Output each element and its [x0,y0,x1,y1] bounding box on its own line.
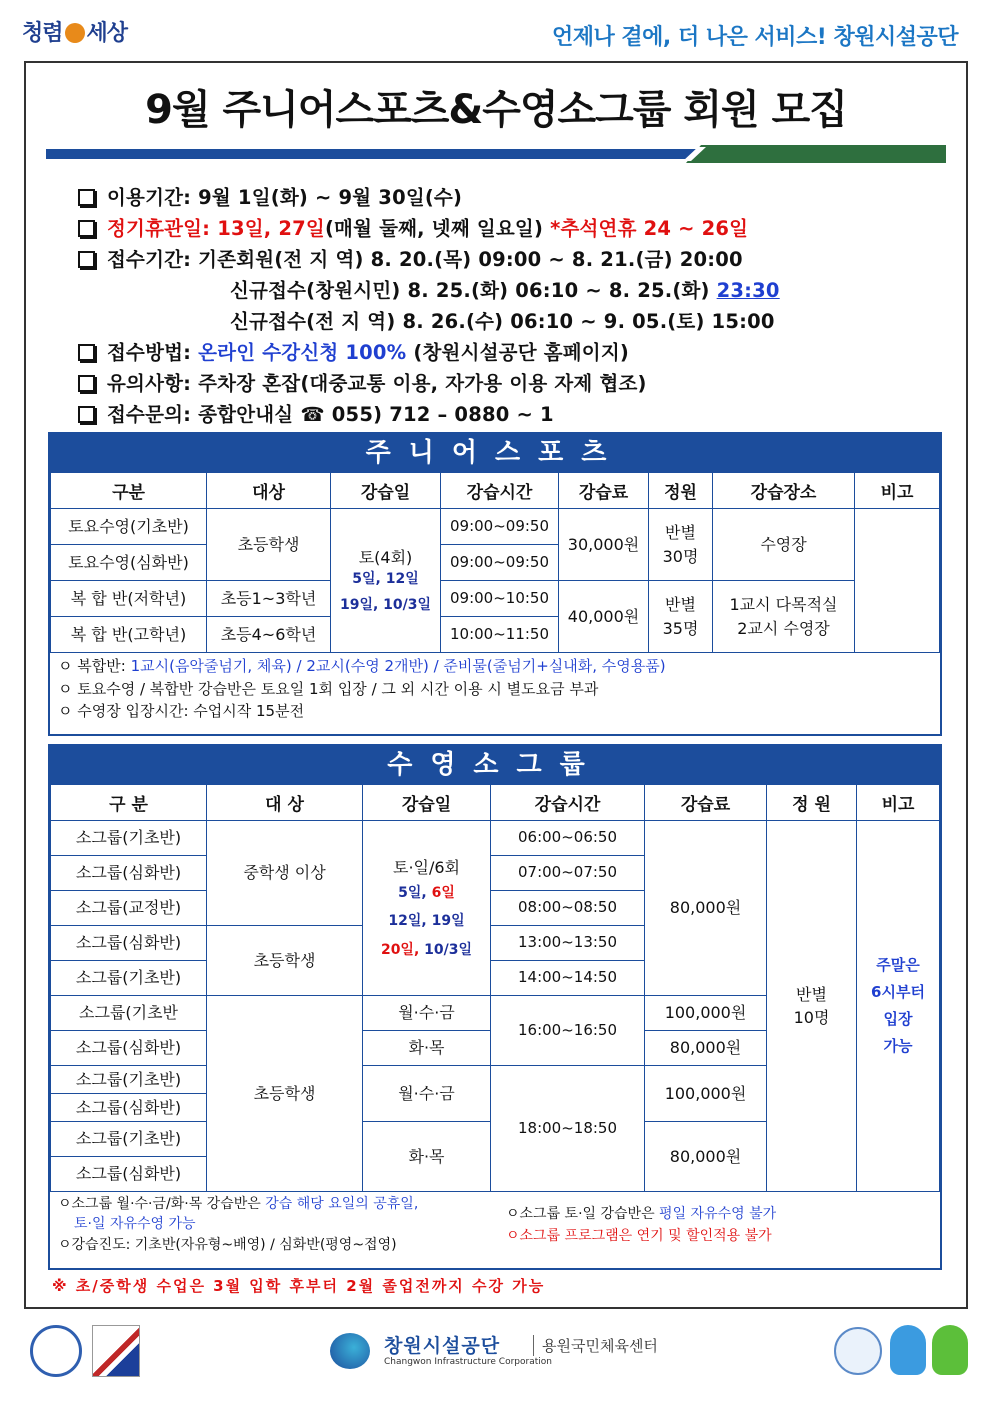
table-row: 소그룹(기초반) 중학생 이상 토·일/6회 5일, 6일 12일, 19일 20일, 10/3일 06:00~06:50 80,000원 반별 10명 주말은 6시부터 입장 가능 [51,821,940,856]
info-registration-new-citizen: 신규접수(창원시민) 8. 25.(화) 06:10 ~ 8. 25.(화) 23:30 [230,279,780,302]
junior-sports-section [48,432,942,736]
mascot-green-icon [932,1325,968,1375]
checkbox-icon [78,189,95,206]
swim-notes: ㅇ소그룹 월·수·금/화·목 강습반은 강습 해당 요일의 공휴일, 토·일 자유수영 가능 ㅇ강습진도: 기초반(자유형~배영) / 심화반(평영~접영) ㅇ소그룹 토·일 강습반은 평일 자유수영 불가 ㅇ소그룹 프로그램은 연기 및 할인적용 불가 [58,1196,777,1253]
swim-remark: 주말은 6시부터 입장 가능 [857,821,940,1192]
swim-small-group-table [50,784,940,1192]
checkbox-icon [78,406,95,423]
swim-small-group-heading: 수영소그룹 [50,746,940,784]
footer-warning: ※ 초/중학생 수업은 3월 입학 후부터 2월 졸업전까지 수강 가능 [52,1277,546,1295]
top-bar [0,0,992,60]
info-period: 이용기간: 9월 1일(화) ~ 9월 30일(수) [78,182,462,212]
junior-class-days: 토(4회) 5일, 12일 19일, 10/3일 [331,509,441,653]
org-logo-mark-icon [330,1333,370,1369]
swim-small-group-section [48,744,942,1270]
table-row: 토요수영(심화반) 09:00~09:50 [51,545,940,581]
table-header-row: 구 분 대 상 강습일 강습시간 강습료 정 원 비고 [51,785,940,821]
info-method: 접수방법: 온라인 수강신청 100% (창원시설공단 홈페이지) [78,337,629,367]
info-registration-new-all: 신규접수(전 지 역) 8. 26.(수) 06:10 ~ 9. 05.(토) 15:00 [230,310,775,333]
mascot-blue-icon [890,1325,926,1375]
table-row: 소그룹(심화반) [51,1157,940,1192]
human-rights-emblem-icon [30,1325,82,1377]
checkbox-icon [78,344,95,361]
table-row: 소그룹(기초반) 월·수·금 18:00~18:50 100,000원 [51,1066,940,1094]
title-underline-bar [46,145,946,163]
info-notice: 유의사항: 주차장 혼잡(대중교통 이용, 자가용 이용 자제 협조) [78,368,647,398]
slogan: 언제나 곁에, 더 나은 서비스! 창원시설공단 [552,25,958,50]
table-row: 복 합 반(저학년) 초등1~3학년 09:00~10:50 40,000원 반별 35명 1교시 다목적실 2교시 수영장 [51,581,940,617]
table-row: 토요수영(기초반) 초등학생 토(4회) 5일, 12일 19일, 10/3일 09:00~09:50 30,000원 반별 30명 수영장 [51,509,940,545]
junior-sports-table [50,472,940,653]
table-row: 소그룹(교정반) 08:00~08:50 [51,891,940,926]
table-row: 복 합 반(고학년) 초등4~6학년 10:00~11:50 [51,617,940,653]
swim-weekend-days: 토·일/6회 5일, 6일 12일, 19일 20일, 10/3일 [363,821,491,996]
table-row: 소그룹(심화반) 화·목 80,000원 [51,1031,940,1066]
info-registration: 접수기간: 기존회원(전 지 역) 8. 20.(목) 09:00 ~ 8. 21.(금) 20:00 [78,244,743,274]
table-row: 소그룹(심화반) 초등학생 13:00~13:50 [51,926,940,961]
page-title: 9월 주니어스포츠&수영소그룹 회원 모집 [145,87,847,133]
table-row: 소그룹(심화반) 07:00~07:50 [51,856,940,891]
logo-dot-icon [65,23,85,43]
junior-notes: ㅇ 복합반: 1교시(음악줄넘기, 체육) / 2교시(수영 2개반) / 준비물(줄넘기+실내화, 수영용품) ㅇ 토요수영 / 복합반 강습반은 토요일 1회 입장 / 그 외 시간 이용 시 별도요금 부과 ㅇ 수영장 입장시간: 수업시작 15분전 [58,657,666,720]
footer: 창원시설공단 Changwon Infrastructure Corporation 용원국민체육센터 [0,1315,992,1403]
table-row: 소그룹(기초반) 화·목 80,000원 [51,1122,940,1157]
checkbox-icon [78,375,95,392]
integrity-logo: 청렴 세상 [22,20,128,46]
info-contact: 접수문의: 종합안내실 ☎ 055) 712 – 0880 ~ 1 [78,399,554,429]
checkbox-icon [78,251,95,268]
certification-emblem-icon [92,1325,140,1377]
checkbox-icon [78,220,95,237]
table-row: 소그룹(기초반) 14:00~14:50 [51,961,940,996]
table-row: 소그룹(심화반) [51,1094,940,1122]
table-header-row: 구분 대상 강습일 강습시간 강습료 정원 강습장소 비고 [51,473,940,509]
junior-remark-cell [855,509,940,653]
junior-sports-heading: 주니어스포츠 [50,434,940,472]
table-row: 소그룹(기초반 초등학생 월·수·금 16:00~16:50 100,000원 [51,996,940,1031]
info-closed-days: 정기휴관일: 13일, 27일(매월 둘째, 넷째 일요일) *추석연휴 24 ~ 26일 [78,213,748,243]
ccm-certification-icon [834,1327,882,1375]
